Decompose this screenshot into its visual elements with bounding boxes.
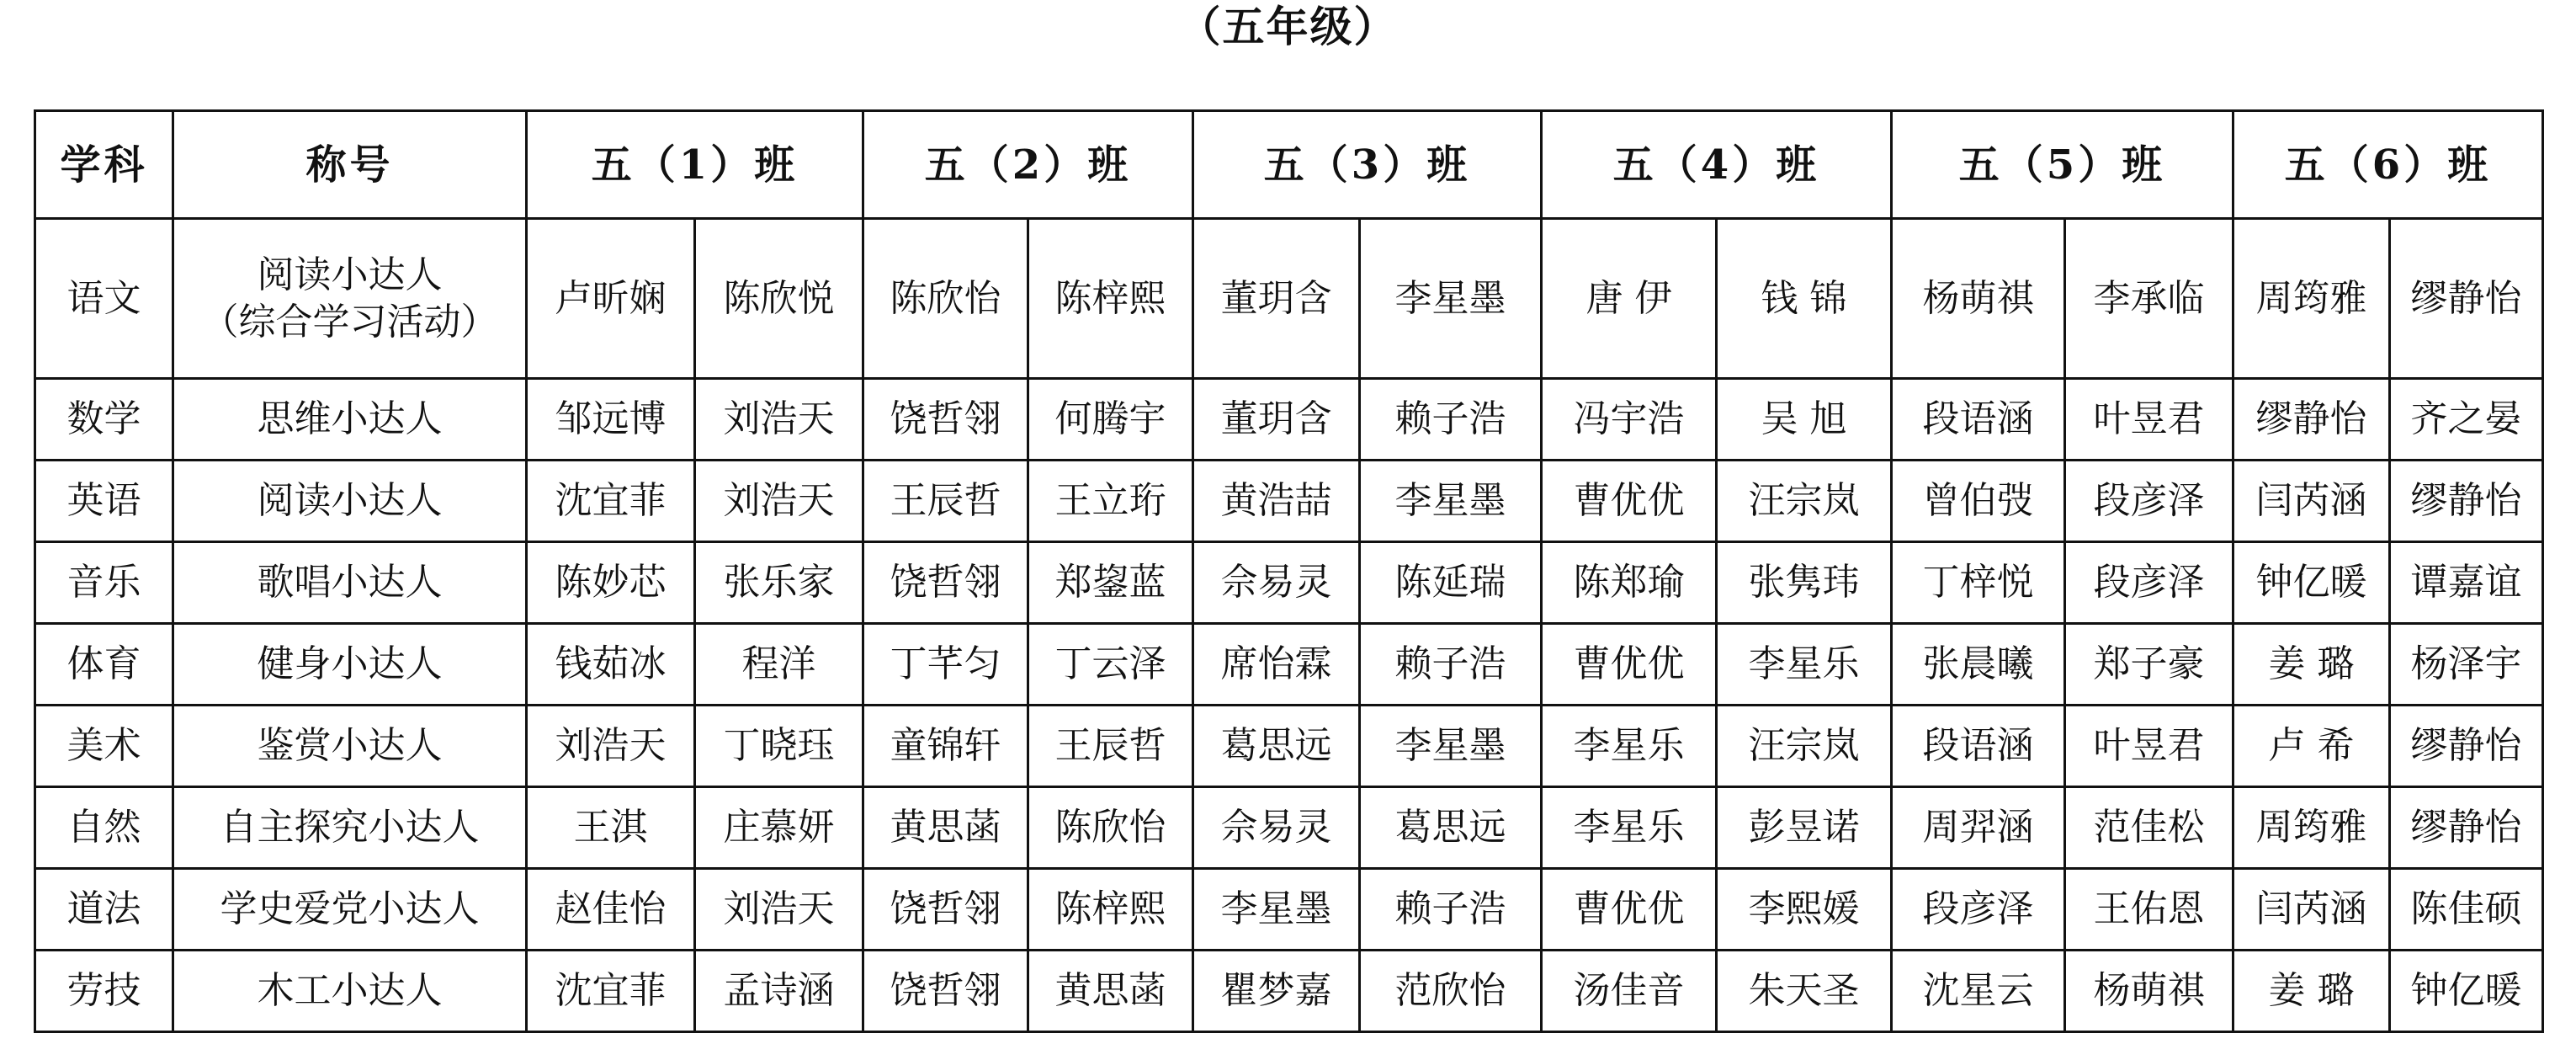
student-name-cell: 饶哲翎 bbox=[863, 951, 1028, 1032]
student-name-cell: 饶哲翎 bbox=[863, 379, 1028, 461]
student-name-cell: 席怡霖 bbox=[1193, 624, 1360, 706]
student-name-cell: 李星墨 bbox=[1193, 869, 1360, 951]
header-class-6: 五（6）班 bbox=[2233, 111, 2543, 219]
table-row bbox=[35, 787, 2543, 869]
student-name-cell: 郑子豪 bbox=[2065, 624, 2233, 706]
student-name-cell: 缪静怡 bbox=[2390, 787, 2543, 869]
student-name-cell: 唐 伊 bbox=[1542, 219, 1717, 379]
student-name-cell: 李星乐 bbox=[1542, 706, 1717, 787]
student-name-cell: 丁晓珏 bbox=[695, 706, 863, 787]
student-name-cell: 张隽玮 bbox=[1717, 542, 1892, 624]
student-name-cell: 段彦泽 bbox=[1892, 869, 2065, 951]
student-name-cell: 陈佳硕 bbox=[2390, 869, 2543, 951]
student-name-cell: 董玥含 bbox=[1193, 379, 1360, 461]
award-title-cell bbox=[173, 869, 527, 951]
student-name-cell: 周筠雅 bbox=[2233, 219, 2390, 379]
student-name-cell: 范欣怡 bbox=[1360, 951, 1542, 1032]
student-name-cell: 陈梓熙 bbox=[1028, 219, 1193, 379]
header-row bbox=[35, 111, 2543, 219]
student-name-cell: 黄思菡 bbox=[1028, 951, 1193, 1032]
student-name-cell: 丁梓悦 bbox=[1892, 542, 2065, 624]
student-name-cell: 李承临 bbox=[2065, 219, 2233, 379]
page-title: （五年级） bbox=[1178, 2, 1398, 51]
header-title: 称号 bbox=[173, 111, 527, 219]
student-name-cell: 冯宇浩 bbox=[1542, 379, 1717, 461]
award-title-cell bbox=[173, 219, 527, 379]
award-title-cell bbox=[173, 706, 527, 787]
student-name-cell: 李星墨 bbox=[1360, 219, 1542, 379]
header-class-4: 五（4）班 bbox=[1542, 111, 1892, 219]
subject-cell: 劳技 bbox=[35, 951, 173, 1032]
student-name-cell: 葛思远 bbox=[1193, 706, 1360, 787]
student-name-cell: 周筠雅 bbox=[2233, 787, 2390, 869]
student-name-cell: 齐之晏 bbox=[2390, 379, 2543, 461]
student-name-cell: 钱茹冰 bbox=[527, 624, 695, 706]
student-name-cell: 饶哲翎 bbox=[863, 542, 1028, 624]
award-title-cell bbox=[173, 787, 527, 869]
student-name-cell: 何腾宇 bbox=[1028, 379, 1193, 461]
student-name-cell: 程洋 bbox=[695, 624, 863, 706]
student-name-cell: 葛思远 bbox=[1360, 787, 1542, 869]
student-name-cell: 段语涵 bbox=[1892, 379, 2065, 461]
table-body bbox=[35, 219, 2543, 1032]
award-title-line: 阅读小达人 bbox=[257, 479, 443, 522]
student-name-cell: 李星乐 bbox=[1717, 624, 1892, 706]
header-class-5: 五（5）班 bbox=[1892, 111, 2233, 219]
student-name-cell: 赵佳怡 bbox=[527, 869, 695, 951]
student-name-cell: 段语涵 bbox=[1892, 706, 2065, 787]
student-name-cell: 钟亿暖 bbox=[2390, 951, 2543, 1032]
student-name-cell: 丁云泽 bbox=[1028, 624, 1193, 706]
student-name-cell: 杨萌祺 bbox=[2065, 951, 2233, 1032]
award-title-line: 阅读小达人 bbox=[257, 253, 443, 296]
award-title-cell bbox=[173, 379, 527, 461]
student-name-cell: 黄浩喆 bbox=[1193, 461, 1360, 542]
table-row bbox=[35, 706, 2543, 787]
subject-cell: 美术 bbox=[35, 706, 173, 787]
student-name-cell: 段彦泽 bbox=[2065, 461, 2233, 542]
student-name-cell: 闫芮涵 bbox=[2233, 869, 2390, 951]
student-name-cell: 黄思菡 bbox=[863, 787, 1028, 869]
award-title-line: 自主探究小达人 bbox=[220, 806, 480, 849]
header-subject: 学科 bbox=[35, 111, 173, 219]
student-name-cell: 曹优优 bbox=[1542, 624, 1717, 706]
award-title-line: 思维小达人 bbox=[257, 397, 443, 440]
student-name-cell: 缪静怡 bbox=[2390, 219, 2543, 379]
student-name-cell: 佘易灵 bbox=[1193, 542, 1360, 624]
header-class-2: 五（2）班 bbox=[863, 111, 1193, 219]
student-name-cell: 陈欣悦 bbox=[695, 219, 863, 379]
student-name-cell: 钱 锦 bbox=[1717, 219, 1892, 379]
award-title-line: 健身小达人 bbox=[257, 642, 443, 685]
student-name-cell: 童锦轩 bbox=[863, 706, 1028, 787]
award-title-cell bbox=[173, 951, 527, 1032]
student-name-cell: 汪宗岚 bbox=[1717, 461, 1892, 542]
student-name-cell: 曹优优 bbox=[1542, 461, 1717, 542]
student-name-cell: 王淇 bbox=[527, 787, 695, 869]
student-name-cell: 曾伯弢 bbox=[1892, 461, 2065, 542]
award-title-line: 歌唱小达人 bbox=[257, 561, 443, 604]
table-row bbox=[35, 951, 2543, 1032]
student-name-cell: 王立珩 bbox=[1028, 461, 1193, 542]
student-name-cell: 彭昱诺 bbox=[1717, 787, 1892, 869]
student-name-cell: 王佑恩 bbox=[2065, 869, 2233, 951]
student-name-cell: 汪宗岚 bbox=[1717, 706, 1892, 787]
header-class-3: 五（3）班 bbox=[1193, 111, 1542, 219]
student-name-cell: 饶哲翎 bbox=[863, 869, 1028, 951]
header-class-1: 五（1）班 bbox=[527, 111, 863, 219]
subject-cell: 音乐 bbox=[35, 542, 173, 624]
student-name-cell: 钟亿暖 bbox=[2233, 542, 2390, 624]
award-title-cell bbox=[173, 624, 527, 706]
student-name-cell: 叶昱君 bbox=[2065, 379, 2233, 461]
student-name-cell: 叶昱君 bbox=[2065, 706, 2233, 787]
student-name-cell: 瞿梦嘉 bbox=[1193, 951, 1360, 1032]
subject-cell: 自然 bbox=[35, 787, 173, 869]
student-name-cell: 赖子浩 bbox=[1360, 624, 1542, 706]
student-name-cell: 佘易灵 bbox=[1193, 787, 1360, 869]
table-row bbox=[35, 869, 2543, 951]
student-name-cell: 周羿涵 bbox=[1892, 787, 2065, 869]
award-table bbox=[34, 109, 2544, 1033]
student-name-cell: 刘浩天 bbox=[695, 379, 863, 461]
student-name-cell: 陈梓熙 bbox=[1028, 869, 1193, 951]
student-name-cell: 李星墨 bbox=[1360, 461, 1542, 542]
award-title-cell bbox=[173, 542, 527, 624]
student-name-cell: 姜 璐 bbox=[2233, 624, 2390, 706]
student-name-cell: 陈延瑞 bbox=[1360, 542, 1542, 624]
student-name-cell: 杨泽宇 bbox=[2390, 624, 2543, 706]
subject-cell: 英语 bbox=[35, 461, 173, 542]
student-name-cell: 董玥含 bbox=[1193, 219, 1360, 379]
student-name-cell: 张乐家 bbox=[695, 542, 863, 624]
student-name-cell: 张晨曦 bbox=[1892, 624, 2065, 706]
subject-cell: 语文 bbox=[35, 219, 173, 379]
student-name-cell: 沈宜菲 bbox=[527, 951, 695, 1032]
student-name-cell: 邹远博 bbox=[527, 379, 695, 461]
student-name-cell: 吴 旭 bbox=[1717, 379, 1892, 461]
student-name-cell: 李星墨 bbox=[1360, 706, 1542, 787]
table-row bbox=[35, 379, 2543, 461]
subject-cell: 道法 bbox=[35, 869, 173, 951]
student-name-cell: 朱天圣 bbox=[1717, 951, 1892, 1032]
subject-cell: 体育 bbox=[35, 624, 173, 706]
table-row bbox=[35, 624, 2543, 706]
student-name-cell: 庄慕妍 bbox=[695, 787, 863, 869]
student-name-cell: 陈妙芯 bbox=[527, 542, 695, 624]
student-name-cell: 赖子浩 bbox=[1360, 379, 1542, 461]
student-name-cell: 丁芊匀 bbox=[863, 624, 1028, 706]
student-name-cell: 沈宜菲 bbox=[527, 461, 695, 542]
student-name-cell: 范佳松 bbox=[2065, 787, 2233, 869]
award-title-line: 鉴赏小达人 bbox=[257, 724, 443, 767]
student-name-cell: 闫芮涵 bbox=[2233, 461, 2390, 542]
student-name-cell: 谭嘉谊 bbox=[2390, 542, 2543, 624]
student-name-cell: 刘浩天 bbox=[695, 461, 863, 542]
student-name-cell: 杨萌祺 bbox=[1892, 219, 2065, 379]
student-name-cell: 汤佳音 bbox=[1542, 951, 1717, 1032]
student-name-cell: 陈欣怡 bbox=[1028, 787, 1193, 869]
award-title-line: 学史爱党小达人 bbox=[220, 887, 480, 930]
award-title-line: 木工小达人 bbox=[257, 969, 443, 1012]
student-name-cell: 缪静怡 bbox=[2390, 706, 2543, 787]
student-name-cell: 赖子浩 bbox=[1360, 869, 1542, 951]
student-name-cell: 卢昕娴 bbox=[527, 219, 695, 379]
student-name-cell: 缪静怡 bbox=[2233, 379, 2390, 461]
table-row bbox=[35, 219, 2543, 379]
student-name-cell: 陈欣怡 bbox=[863, 219, 1028, 379]
student-name-cell: 王辰哲 bbox=[1028, 706, 1193, 787]
student-name-cell: 李星乐 bbox=[1542, 787, 1717, 869]
table-row bbox=[35, 542, 2543, 624]
student-name-cell: 刘浩天 bbox=[527, 706, 695, 787]
student-name-cell: 郑鋆蓝 bbox=[1028, 542, 1193, 624]
award-title-line: （综合学习活动） bbox=[201, 300, 498, 344]
subject-cell: 数学 bbox=[35, 379, 173, 461]
student-name-cell: 李熙媛 bbox=[1717, 869, 1892, 951]
student-name-cell: 王辰哲 bbox=[863, 461, 1028, 542]
award-title-cell bbox=[173, 461, 527, 542]
table-row bbox=[35, 461, 2543, 542]
student-name-cell: 沈星云 bbox=[1892, 951, 2065, 1032]
student-name-cell: 陈郑瑜 bbox=[1542, 542, 1717, 624]
student-name-cell: 孟诗涵 bbox=[695, 951, 863, 1032]
student-name-cell: 曹优优 bbox=[1542, 869, 1717, 951]
student-name-cell: 卢 希 bbox=[2233, 706, 2390, 787]
student-name-cell: 段彦泽 bbox=[2065, 542, 2233, 624]
student-name-cell: 缪静怡 bbox=[2390, 461, 2543, 542]
student-name-cell: 姜 璐 bbox=[2233, 951, 2390, 1032]
student-name-cell: 刘浩天 bbox=[695, 869, 863, 951]
